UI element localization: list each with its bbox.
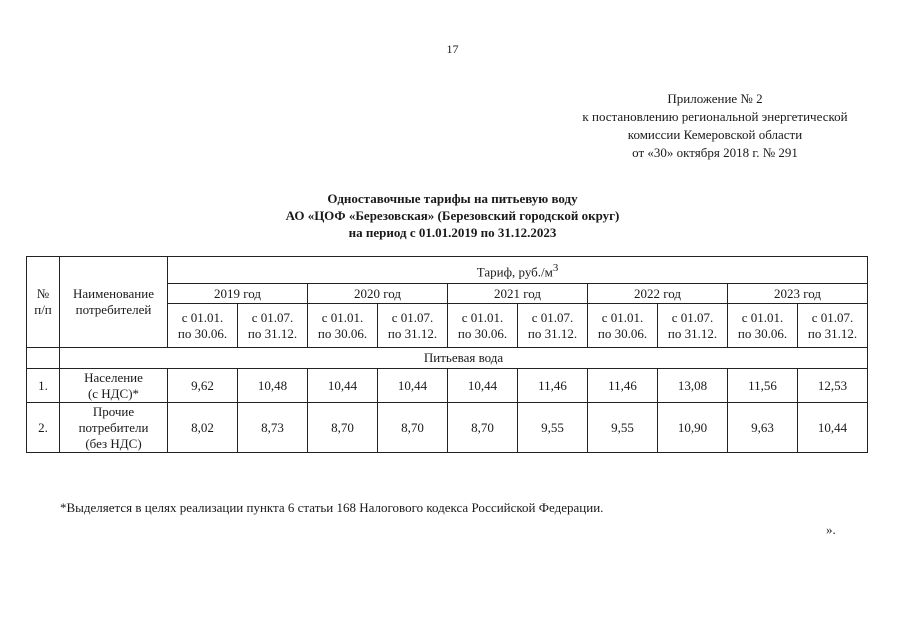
section-spacer-cell: [27, 348, 60, 369]
footnote: *Выделяется в целях реализации пункта 6 статьи 168 Налогового кодекса Российской Федерации.: [60, 500, 604, 515]
tariff-value: 10,44: [378, 369, 448, 403]
year-header: 2019 год: [168, 284, 308, 304]
tariff-value: 10,90: [658, 403, 728, 453]
period-from: с 01.01.: [601, 309, 644, 325]
period-first-half: [728, 304, 798, 348]
period-from: с 01.01.: [321, 309, 364, 325]
period-second-half: [798, 304, 868, 348]
consumer-name: [60, 369, 168, 403]
appendix-header: [520, 90, 905, 162]
row-number: 1.: [27, 369, 60, 403]
period-from: с 01.07.: [531, 309, 574, 325]
tariff-value: 10,48: [238, 369, 308, 403]
tariff-value: 8,73: [238, 403, 308, 453]
tariff-value: 9,55: [518, 403, 588, 453]
period-first-half: [448, 304, 518, 348]
tariff-value: 11,46: [588, 369, 658, 403]
tariff-value: 13,08: [658, 369, 728, 403]
period-from: с 01.07.: [391, 309, 434, 325]
period-to: по 31.12.: [527, 325, 578, 341]
period-second-half: [238, 304, 308, 348]
tariff-value: 9,55: [588, 403, 658, 453]
table-row: [27, 403, 868, 453]
period-first-half: [168, 304, 238, 348]
period-to: по 30.06.: [737, 325, 788, 341]
tariff-header-label: Тариф, руб./м: [476, 264, 553, 280]
document-title: [150, 190, 755, 241]
period-to: по 31.12.: [387, 325, 438, 341]
period-from: с 01.07.: [251, 309, 294, 325]
period-from: с 01.01.: [461, 309, 504, 325]
tariff-value: 9,62: [168, 369, 238, 403]
header-name-line2: потребителей: [75, 302, 152, 317]
tariff-value: 10,44: [798, 403, 868, 453]
period-from: с 01.07.: [811, 309, 854, 325]
period-from: с 01.01.: [181, 309, 224, 325]
header-number-line1: №: [36, 286, 50, 301]
consumer-name-line: (с НДС)*: [87, 385, 140, 401]
tariff-value: 10,44: [448, 369, 518, 403]
consumer-name-line: Население: [84, 369, 143, 385]
period-to: по 30.06.: [457, 325, 508, 341]
tariff-value: 8,70: [308, 403, 378, 453]
tariff-value: 8,70: [448, 403, 518, 453]
closing-quote-mark: ».: [826, 522, 836, 537]
consumer-name: [60, 403, 168, 453]
period-to: по 31.12.: [247, 325, 298, 341]
section-header: Питьевая вода: [60, 348, 868, 369]
tariff-value: 11,46: [518, 369, 588, 403]
row-number: 2.: [27, 403, 60, 453]
header-name-line1: Наименование: [73, 286, 154, 301]
tariff-value: 9,63: [728, 403, 798, 453]
year-header: 2023 год: [728, 284, 868, 304]
year-header: 2021 год: [448, 284, 588, 304]
appendix-line: от «30» октября 2018 г. № 291: [632, 145, 798, 160]
appendix-line: Приложение № 2: [667, 91, 763, 106]
header-number-cell: [27, 257, 60, 348]
year-header: 2020 год: [308, 284, 448, 304]
period-to: по 30.06.: [177, 325, 228, 341]
period-from: с 01.01.: [741, 309, 784, 325]
period-to: по 30.06.: [317, 325, 368, 341]
header-number-line2: п/п: [34, 302, 52, 317]
tariff-value: 12,53: [798, 369, 868, 403]
page-number: 17: [446, 42, 459, 56]
period-to: по 31.12.: [667, 325, 718, 341]
title-line: АО «ЦОФ «Березовская» (Березовский городской округ): [285, 208, 620, 223]
period-to: по 31.12.: [807, 325, 858, 341]
period-second-half: [518, 304, 588, 348]
tariff-unit-superscript: 3: [552, 261, 559, 274]
tariff-table: [26, 256, 868, 453]
appendix-line: комиссии Кемеровской области: [627, 127, 803, 142]
appendix-line: к постановлению региональной энергетической: [582, 109, 848, 124]
tariff-value: 11,56: [728, 369, 798, 403]
period-second-half: [378, 304, 448, 348]
table-row: [27, 369, 868, 403]
consumer-name-line: Прочие: [92, 403, 135, 419]
consumer-name-line: (без НДС): [85, 435, 142, 451]
tariff-header-cell: [168, 257, 868, 284]
year-header: 2022 год: [588, 284, 728, 304]
tariff-value: 10,44: [308, 369, 378, 403]
header-name-cell: [60, 257, 168, 348]
consumer-name-line: потребители: [78, 419, 149, 435]
tariff-value: 8,70: [378, 403, 448, 453]
period-first-half: [308, 304, 378, 348]
tariff-value: 8,02: [168, 403, 238, 453]
period-second-half: [658, 304, 728, 348]
title-line: на период с 01.01.2019 по 31.12.2023: [348, 225, 557, 240]
period-from: с 01.07.: [671, 309, 714, 325]
period-first-half: [588, 304, 658, 348]
period-to: по 30.06.: [597, 325, 648, 341]
title-line: Одноставочные тарифы на питьевую воду: [327, 191, 578, 206]
